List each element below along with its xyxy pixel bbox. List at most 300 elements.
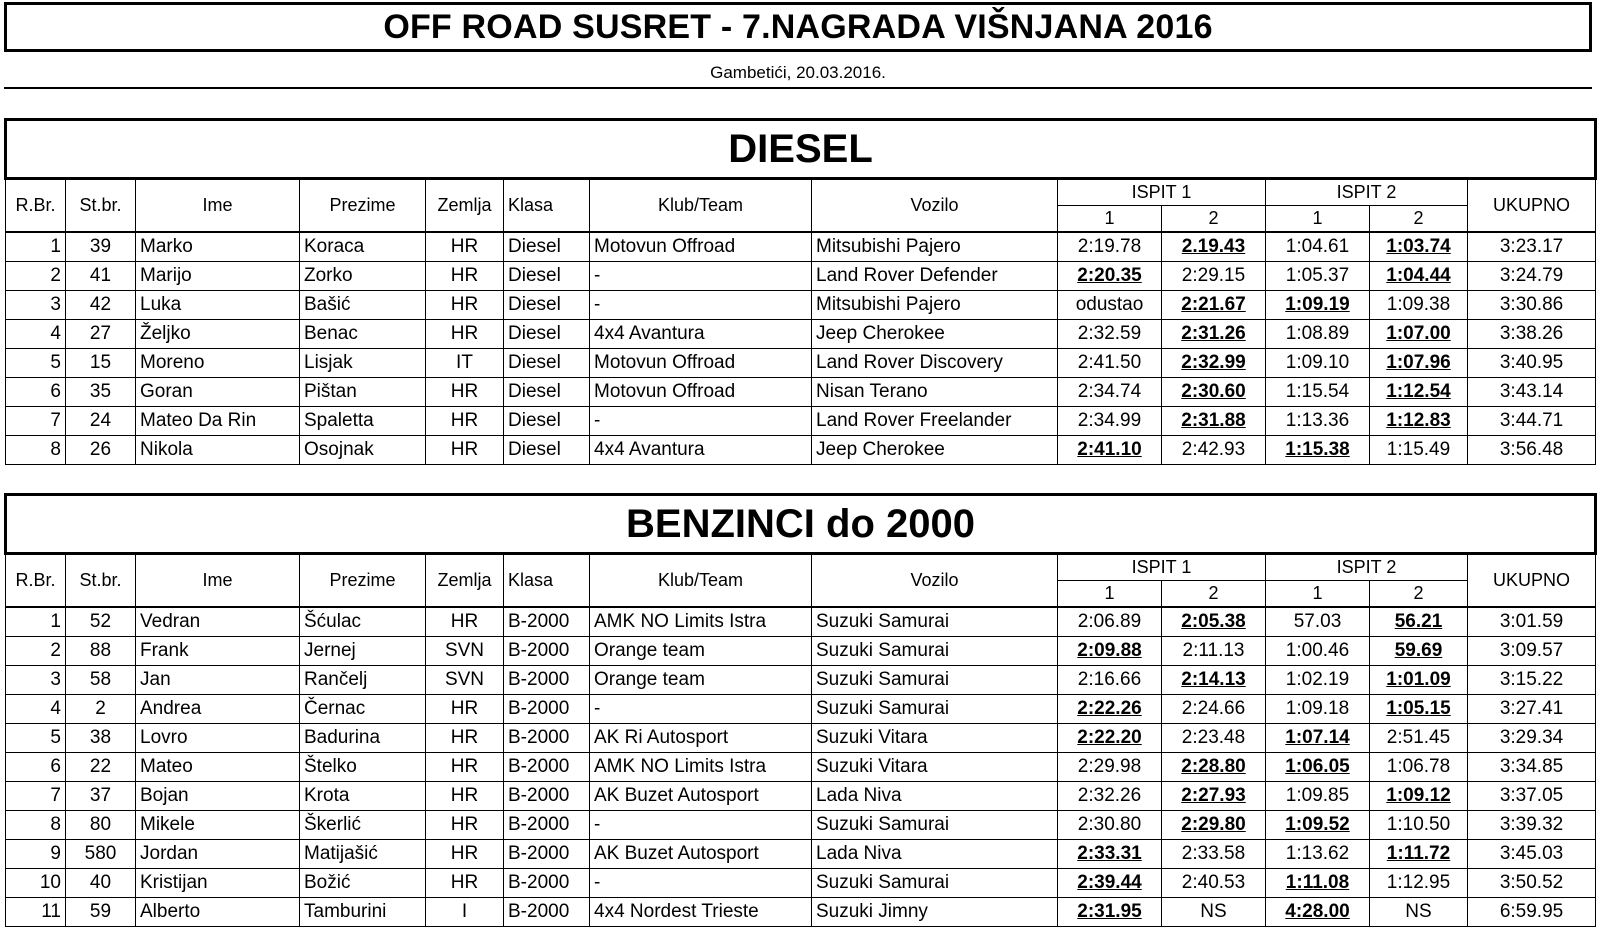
cell-ukupno: 3:15.22	[1468, 666, 1596, 695]
cell-ispit1-run2: 2:31.26	[1162, 320, 1266, 349]
cell-prezime: Jernej	[300, 637, 426, 666]
cell-ukupno: 6:59.95	[1468, 898, 1596, 927]
cell-ispit1-run1: 2:41.50	[1058, 349, 1162, 378]
cell-ispit2-run2: 1:09.38	[1370, 291, 1468, 320]
cell-ispit2-run2: 1:12.83	[1370, 407, 1468, 436]
cell-ispit2-run2: 1:03.74	[1370, 232, 1468, 262]
cell-klasa: B-2000	[504, 782, 590, 811]
cell-ime: Mateo Da Rin	[136, 407, 300, 436]
cell-stbr: 40	[66, 869, 136, 898]
cell-stbr: 22	[66, 753, 136, 782]
cell-ispit1-run1: 2:20.35	[1058, 262, 1162, 291]
cell-ispit1-run2: NS	[1162, 898, 1266, 927]
cell-stbr: 80	[66, 811, 136, 840]
cell-prezime: Škerlić	[300, 811, 426, 840]
cell-rbr: 7	[6, 782, 66, 811]
cell-ispit2-run1: 1:11.08	[1266, 869, 1370, 898]
cell-stbr: 88	[66, 637, 136, 666]
cell-vozilo: Suzuki Samurai	[812, 869, 1058, 898]
col-header-prezime: Prezime	[300, 179, 426, 233]
cell-ispit2-run2: 1:15.49	[1370, 436, 1468, 465]
cell-ispit1-run1: 2:41.10	[1058, 436, 1162, 465]
cell-ukupno: 3:50.52	[1468, 869, 1596, 898]
cell-ukupno: 3:30.86	[1468, 291, 1596, 320]
table-row	[6, 407, 1596, 436]
cell-ispit2-run2: 1:01.09	[1370, 666, 1468, 695]
cell-klasa: Diesel	[504, 232, 590, 262]
cell-stbr: 38	[66, 724, 136, 753]
cell-zemlja: HR	[426, 607, 504, 637]
cell-vozilo: Jeep Cherokee	[812, 436, 1058, 465]
cell-zemlja: HR	[426, 753, 504, 782]
cell-ispit2-run1: 1:02.19	[1266, 666, 1370, 695]
cell-zemlja: HR	[426, 262, 504, 291]
cell-ime: Bojan	[136, 782, 300, 811]
cell-ispit2-run1: 1:15.54	[1266, 378, 1370, 407]
cell-ime: Vedran	[136, 607, 300, 637]
cell-klub: -	[590, 262, 812, 291]
cell-prezime: Božić	[300, 869, 426, 898]
cell-klub: Motovun Offroad	[590, 378, 812, 407]
cell-ukupno: 3:29.34	[1468, 724, 1596, 753]
cell-ispit1-run2: 2:14.13	[1162, 666, 1266, 695]
cell-ispit2-run1: 1:04.61	[1266, 232, 1370, 262]
col-header-vozilo: Vozilo	[812, 554, 1058, 608]
cell-ispit2-run1: 1:09.85	[1266, 782, 1370, 811]
cell-vozilo: Nisan Terano	[812, 378, 1058, 407]
cell-ime: Mikele	[136, 811, 300, 840]
cell-zemlja: HR	[426, 378, 504, 407]
cell-ispit2-run2: NS	[1370, 898, 1468, 927]
cell-prezime: Štelko	[300, 753, 426, 782]
col-header-klub: Klub/Team	[590, 554, 812, 608]
cell-ispit1-run1: 2:22.20	[1058, 724, 1162, 753]
cell-stbr: 580	[66, 840, 136, 869]
col-header-ispit1-run1: 1	[1058, 206, 1162, 233]
cell-ukupno: 3:44.71	[1468, 407, 1596, 436]
table-row	[6, 724, 1596, 753]
cell-ime: Goran	[136, 378, 300, 407]
cell-rbr: 3	[6, 666, 66, 695]
cell-klub: 4x4 Nordest Trieste	[590, 898, 812, 927]
cell-prezime: Krota	[300, 782, 426, 811]
cell-klasa: B-2000	[504, 811, 590, 840]
col-header-klub: Klub/Team	[590, 179, 812, 233]
cell-ispit2-run2: 59.69	[1370, 637, 1468, 666]
cell-klasa: Diesel	[504, 407, 590, 436]
cell-vozilo: Mitsubishi Pajero	[812, 232, 1058, 262]
cell-ime: Jan	[136, 666, 300, 695]
table-row	[6, 637, 1596, 666]
col-header-stbr: St.br.	[66, 554, 136, 608]
cell-klasa: B-2000	[504, 637, 590, 666]
cell-rbr: 2	[6, 262, 66, 291]
table-row	[6, 782, 1596, 811]
cell-klasa: Diesel	[504, 349, 590, 378]
cell-vozilo: Suzuki Jimny	[812, 898, 1058, 927]
cell-prezime: Zorko	[300, 262, 426, 291]
col-header-ispit1-run1: 1	[1058, 581, 1162, 608]
cell-klub: -	[590, 695, 812, 724]
cell-ispit1-run1: 2:30.80	[1058, 811, 1162, 840]
col-header-rbr: R.Br.	[6, 554, 66, 608]
col-header-ukupno: UKUPNO	[1468, 554, 1596, 608]
cell-ispit2-run2: 1:12.54	[1370, 378, 1468, 407]
cell-vozilo: Land Rover Freelander	[812, 407, 1058, 436]
cell-ispit1-run2: 2:28.80	[1162, 753, 1266, 782]
cell-rbr: 4	[6, 320, 66, 349]
cell-ime: Jordan	[136, 840, 300, 869]
cell-rbr: 1	[6, 232, 66, 262]
col-header-ispit2-run1: 1	[1266, 206, 1370, 233]
table-row	[6, 291, 1596, 320]
cell-ispit2-run2: 1:05.15	[1370, 695, 1468, 724]
cell-ime: Moreno	[136, 349, 300, 378]
cell-ispit1-run1: 2:19.78	[1058, 232, 1162, 262]
table-row	[6, 840, 1596, 869]
cell-ime: Nikola	[136, 436, 300, 465]
cell-prezime: Lisjak	[300, 349, 426, 378]
cell-ispit2-run1: 1:00.46	[1266, 637, 1370, 666]
col-header-ispit2: ISPIT 2	[1266, 179, 1468, 206]
cell-ispit1-run1: 2:06.89	[1058, 607, 1162, 637]
cell-ispit2-run1: 1:09.10	[1266, 349, 1370, 378]
event-date-location: Gambetići, 20.03.2016.	[710, 63, 886, 82]
cell-ispit1-run1: 2:34.99	[1058, 407, 1162, 436]
cell-klasa: B-2000	[504, 695, 590, 724]
col-header-ispit1-run2: 2	[1162, 581, 1266, 608]
cell-ispit2-run1: 1:07.14	[1266, 724, 1370, 753]
cell-ukupno: 3:23.17	[1468, 232, 1596, 262]
cell-vozilo: Land Rover Defender	[812, 262, 1058, 291]
cell-stbr: 59	[66, 898, 136, 927]
cell-ispit1-run2: 2:40.53	[1162, 869, 1266, 898]
col-header-ispit2: ISPIT 2	[1266, 554, 1468, 581]
cell-stbr: 58	[66, 666, 136, 695]
cell-zemlja: IT	[426, 349, 504, 378]
col-header-ukupno: UKUPNO	[1468, 179, 1596, 233]
cell-ispit2-run2: 1:11.72	[1370, 840, 1468, 869]
col-header-ispit2-run2: 2	[1370, 206, 1468, 233]
col-header-rbr: R.Br.	[6, 179, 66, 233]
cell-prezime: Benac	[300, 320, 426, 349]
cell-rbr: 3	[6, 291, 66, 320]
col-header-klasa: Klasa	[504, 179, 590, 233]
cell-ukupno: 3:38.26	[1468, 320, 1596, 349]
divider	[4, 87, 1592, 89]
cell-klasa: Diesel	[504, 436, 590, 465]
cell-klasa: Diesel	[504, 291, 590, 320]
cell-klasa: B-2000	[504, 840, 590, 869]
cell-ime: Frank	[136, 637, 300, 666]
cell-stbr: 52	[66, 607, 136, 637]
cell-zemlja: HR	[426, 869, 504, 898]
cell-vozilo: Lada Niva	[812, 782, 1058, 811]
cell-prezime: Černac	[300, 695, 426, 724]
cell-stbr: 26	[66, 436, 136, 465]
cell-ispit2-run1: 1:06.05	[1266, 753, 1370, 782]
cell-rbr: 1	[6, 607, 66, 637]
cell-ispit1-run1: 2:32.59	[1058, 320, 1162, 349]
table-row	[6, 898, 1596, 927]
cell-ime: Andrea	[136, 695, 300, 724]
cell-ukupno: 3:43.14	[1468, 378, 1596, 407]
cell-klub: -	[590, 291, 812, 320]
cell-prezime: Spaletta	[300, 407, 426, 436]
cell-klasa: B-2000	[504, 666, 590, 695]
cell-ispit2-run1: 57.03	[1266, 607, 1370, 637]
cell-klasa: Diesel	[504, 320, 590, 349]
cell-ispit1-run1: 2:29.98	[1058, 753, 1162, 782]
cell-ispit2-run1: 1:08.89	[1266, 320, 1370, 349]
cell-klub: AMK NO Limits Istra	[590, 753, 812, 782]
col-header-zemlja: Zemlja	[426, 554, 504, 608]
table-row	[6, 811, 1596, 840]
cell-ukupno: 3:37.05	[1468, 782, 1596, 811]
cell-ispit2-run2: 56.21	[1370, 607, 1468, 637]
table-row	[6, 607, 1596, 637]
cell-ukupno: 3:27.41	[1468, 695, 1596, 724]
cell-vozilo: Jeep Cherokee	[812, 320, 1058, 349]
table-row	[6, 753, 1596, 782]
cell-rbr: 4	[6, 695, 66, 724]
cell-ispit1-run2: 2:30.60	[1162, 378, 1266, 407]
cell-ispit2-run2: 2:51.45	[1370, 724, 1468, 753]
cell-ispit2-run2: 1:10.50	[1370, 811, 1468, 840]
cell-ispit1-run2: 2:11.13	[1162, 637, 1266, 666]
cell-rbr: 10	[6, 869, 66, 898]
cell-ime: Željko	[136, 320, 300, 349]
cell-ispit1-run2: 2:23.48	[1162, 724, 1266, 753]
cell-prezime: Rančelj	[300, 666, 426, 695]
table-row	[6, 666, 1596, 695]
cell-ime: Kristijan	[136, 869, 300, 898]
cell-rbr: 9	[6, 840, 66, 869]
cell-ispit2-run1: 1:09.52	[1266, 811, 1370, 840]
cell-ispit1-run2: 2:05.38	[1162, 607, 1266, 637]
cell-ispit1-run1: 2:22.26	[1058, 695, 1162, 724]
cell-ukupno: 3:34.85	[1468, 753, 1596, 782]
cell-klub: Motovun Offroad	[590, 349, 812, 378]
cell-ispit1-run1: 2:16.66	[1058, 666, 1162, 695]
cell-zemlja: HR	[426, 782, 504, 811]
cell-zemlja: HR	[426, 724, 504, 753]
cell-ispit1-run2: 2:27.93	[1162, 782, 1266, 811]
cell-prezime: Šćulac	[300, 607, 426, 637]
cell-stbr: 37	[66, 782, 136, 811]
cell-rbr: 7	[6, 407, 66, 436]
cell-vozilo: Suzuki Samurai	[812, 637, 1058, 666]
cell-rbr: 8	[6, 811, 66, 840]
cell-ukupno: 3:45.03	[1468, 840, 1596, 869]
col-header-ime: Ime	[136, 179, 300, 233]
cell-ime: Mateo	[136, 753, 300, 782]
cell-ispit2-run1: 1:05.37	[1266, 262, 1370, 291]
cell-zemlja: SVN	[426, 637, 504, 666]
cell-ukupno: 3:56.48	[1468, 436, 1596, 465]
cell-vozilo: Suzuki Samurai	[812, 666, 1058, 695]
cell-ispit1-run2: 2.19.43	[1162, 232, 1266, 262]
cell-rbr: 11	[6, 898, 66, 927]
cell-ukupno: 3:09.57	[1468, 637, 1596, 666]
page-title: OFF ROAD SUSRET - 7.NAGRADA VIŠNJANA 2016	[4, 2, 1592, 52]
cell-ispit2-run1: 1:09.18	[1266, 695, 1370, 724]
cell-ispit1-run1: 2:34.74	[1058, 378, 1162, 407]
cell-ispit1-run2: 2:21.67	[1162, 291, 1266, 320]
cell-klub: AMK NO Limits Istra	[590, 607, 812, 637]
cell-zemlja: HR	[426, 232, 504, 262]
cell-prezime: Matijašić	[300, 840, 426, 869]
cell-ime: Marijo	[136, 262, 300, 291]
cell-prezime: Koraca	[300, 232, 426, 262]
cell-klub: Orange team	[590, 637, 812, 666]
section-title: BENZINCI do 2000	[6, 495, 1596, 554]
cell-ispit1-run2: 2:32.99	[1162, 349, 1266, 378]
table-row	[6, 320, 1596, 349]
cell-rbr: 5	[6, 349, 66, 378]
cell-ispit2-run1: 1:13.62	[1266, 840, 1370, 869]
cell-prezime: Bašić	[300, 291, 426, 320]
cell-klasa: Diesel	[504, 262, 590, 291]
table-row	[6, 869, 1596, 898]
cell-prezime: Osojnak	[300, 436, 426, 465]
cell-stbr: 35	[66, 378, 136, 407]
col-header-vozilo: Vozilo	[812, 179, 1058, 233]
cell-ime: Luka	[136, 291, 300, 320]
cell-klub: 4x4 Avantura	[590, 320, 812, 349]
cell-ispit2-run2: 1:09.12	[1370, 782, 1468, 811]
cell-ime: Alberto	[136, 898, 300, 927]
cell-klasa: B-2000	[504, 869, 590, 898]
cell-ispit1-run1: 2:09.88	[1058, 637, 1162, 666]
cell-klasa: Diesel	[504, 378, 590, 407]
cell-rbr: 5	[6, 724, 66, 753]
cell-klasa: B-2000	[504, 753, 590, 782]
cell-ispit1-run1: 2:32.26	[1058, 782, 1162, 811]
section-title: DIESEL	[6, 120, 1596, 179]
cell-ispit1-run1: 2:33.31	[1058, 840, 1162, 869]
cell-stbr: 24	[66, 407, 136, 436]
cell-ukupno: 3:01.59	[1468, 607, 1596, 637]
cell-stbr: 42	[66, 291, 136, 320]
cell-klub: AK Buzet Autosport	[590, 782, 812, 811]
col-header-ispit1: ISPIT 1	[1058, 179, 1266, 206]
cell-rbr: 8	[6, 436, 66, 465]
cell-ime: Lovro	[136, 724, 300, 753]
cell-ukupno: 3:24.79	[1468, 262, 1596, 291]
cell-ispit2-run1: 1:15.38	[1266, 436, 1370, 465]
cell-vozilo: Mitsubishi Pajero	[812, 291, 1058, 320]
cell-rbr: 6	[6, 378, 66, 407]
cell-ime: Marko	[136, 232, 300, 262]
cell-klub: -	[590, 869, 812, 898]
cell-zemlja: I	[426, 898, 504, 927]
cell-zemlja: HR	[426, 291, 504, 320]
cell-klub: AK Ri Autosport	[590, 724, 812, 753]
cell-klasa: B-2000	[504, 724, 590, 753]
cell-ispit2-run2: 1:04.44	[1370, 262, 1468, 291]
cell-vozilo: Suzuki Samurai	[812, 811, 1058, 840]
table-row	[6, 436, 1596, 465]
cell-klub: Orange team	[590, 666, 812, 695]
cell-stbr: 15	[66, 349, 136, 378]
cell-zemlja: SVN	[426, 666, 504, 695]
cell-zemlja: HR	[426, 436, 504, 465]
cell-ispit2-run1: 1:09.19	[1266, 291, 1370, 320]
cell-ispit1-run2: 2:31.88	[1162, 407, 1266, 436]
cell-zemlja: HR	[426, 320, 504, 349]
cell-ukupno: 3:39.32	[1468, 811, 1596, 840]
cell-vozilo: Suzuki Vitara	[812, 753, 1058, 782]
table-row	[6, 262, 1596, 291]
cell-zemlja: HR	[426, 811, 504, 840]
cell-ispit2-run1: 1:13.36	[1266, 407, 1370, 436]
col-header-prezime: Prezime	[300, 554, 426, 608]
col-header-klasa: Klasa	[504, 554, 590, 608]
cell-zemlja: HR	[426, 840, 504, 869]
cell-vozilo: Suzuki Samurai	[812, 695, 1058, 724]
cell-ispit2-run2: 1:07.00	[1370, 320, 1468, 349]
table-row	[6, 378, 1596, 407]
cell-ispit2-run2: 1:07.96	[1370, 349, 1468, 378]
cell-ispit2-run2: 1:12.95	[1370, 869, 1468, 898]
cell-ispit1-run2: 2:29.15	[1162, 262, 1266, 291]
cell-prezime: Pištan	[300, 378, 426, 407]
cell-klub: -	[590, 407, 812, 436]
table-row	[6, 349, 1596, 378]
cell-prezime: Tamburini	[300, 898, 426, 927]
cell-ispit2-run1: 4:28.00	[1266, 898, 1370, 927]
cell-rbr: 6	[6, 753, 66, 782]
results-table-diesel	[4, 118, 1597, 465]
cell-vozilo: Land Rover Discovery	[812, 349, 1058, 378]
cell-klub: 4x4 Avantura	[590, 436, 812, 465]
cell-vozilo: Lada Niva	[812, 840, 1058, 869]
cell-ispit1-run2: 2:24.66	[1162, 695, 1266, 724]
cell-prezime: Badurina	[300, 724, 426, 753]
col-header-zemlja: Zemlja	[426, 179, 504, 233]
cell-klub: -	[590, 811, 812, 840]
table-row	[6, 695, 1596, 724]
cell-ispit2-run2: 1:06.78	[1370, 753, 1468, 782]
cell-klub: AK Buzet Autosport	[590, 840, 812, 869]
col-header-ime: Ime	[136, 554, 300, 608]
cell-klasa: B-2000	[504, 607, 590, 637]
cell-stbr: 27	[66, 320, 136, 349]
cell-klasa: B-2000	[504, 898, 590, 927]
cell-stbr: 39	[66, 232, 136, 262]
cell-ispit1-run2: 2:29.80	[1162, 811, 1266, 840]
col-header-ispit2-run1: 1	[1266, 581, 1370, 608]
cell-zemlja: HR	[426, 407, 504, 436]
cell-stbr: 41	[66, 262, 136, 291]
table-row	[6, 232, 1596, 262]
cell-vozilo: Suzuki Vitara	[812, 724, 1058, 753]
cell-ispit1-run2: 2:42.93	[1162, 436, 1266, 465]
col-header-ispit1-run2: 2	[1162, 206, 1266, 233]
cell-ispit1-run1: 2:31.95	[1058, 898, 1162, 927]
cell-ispit1-run2: 2:33.58	[1162, 840, 1266, 869]
results-table-benzinci	[4, 493, 1597, 927]
cell-ispit1-run1: 2:39.44	[1058, 869, 1162, 898]
col-header-ispit1: ISPIT 1	[1058, 554, 1266, 581]
cell-zemlja: HR	[426, 695, 504, 724]
cell-vozilo: Suzuki Samurai	[812, 607, 1058, 637]
cell-klub: Motovun Offroad	[590, 232, 812, 262]
col-header-ispit2-run2: 2	[1370, 581, 1468, 608]
col-header-stbr: St.br.	[66, 179, 136, 233]
cell-rbr: 2	[6, 637, 66, 666]
